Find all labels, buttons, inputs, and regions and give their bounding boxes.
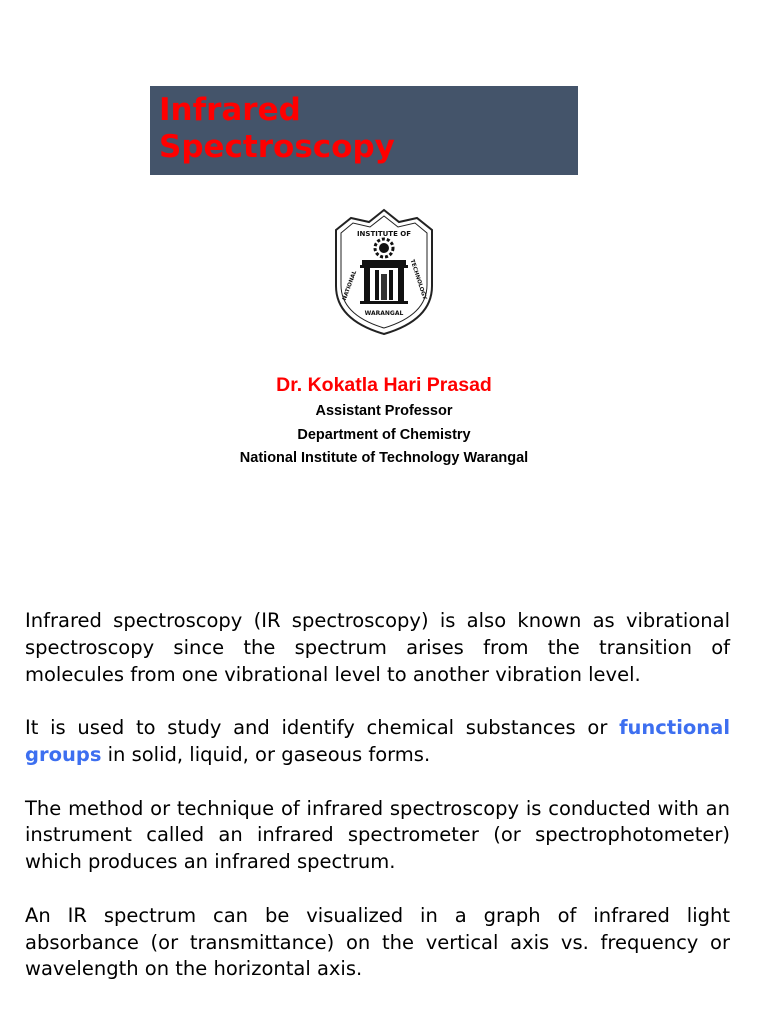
paragraph-2-start: It is used to study and identify chemical substances or (25, 716, 620, 740)
body-text (25, 608, 730, 983)
author-institution: National Institute of Technology Warangal (239, 450, 529, 466)
title-banner (150, 86, 578, 175)
author-department: Department of Chemistry (297, 426, 471, 443)
nit-warangal-emblem-icon (331, 208, 437, 336)
logo-text-right: TECHNOLOGY (408, 258, 428, 301)
author-name: Dr. Kokatla Hari Prasad (276, 374, 492, 396)
paragraph-4: An IR spectrum can be visualized in a graph of infrared light absorbance (or transmittance) on the vertical axis vs. frequency or wavelength on the horizontal axis. (25, 903, 730, 981)
logo-text-top: INSTITUTE OF (356, 230, 412, 238)
author-block (0, 370, 768, 471)
author-position: Assistant Professor (315, 403, 453, 419)
paragraph-2-end: in solid, liquid, or gaseous forms. (101, 742, 431, 766)
paragraph-3: The method or technique of infrared spectroscopy is conducted with an instrument called an infrared spectrometer (or spectrophotometer) which produces an infrared spectrum. (25, 796, 730, 874)
paragraph-2 (25, 715, 730, 769)
logo-text-left: NATIONAL (341, 269, 359, 302)
functional-groups-link[interactable]: functional groups (25, 716, 730, 766)
paragraph-1: Infrared spectroscopy (IR spectroscopy) is also known as vibrational spectroscopy since the spectrum arises from the transition of molecules from one vibrational level to another vibration level. (25, 609, 730, 686)
logo-text-bottom: WARANGAL (364, 310, 404, 317)
page-title: Infrared Spectroscopy (159, 92, 395, 165)
